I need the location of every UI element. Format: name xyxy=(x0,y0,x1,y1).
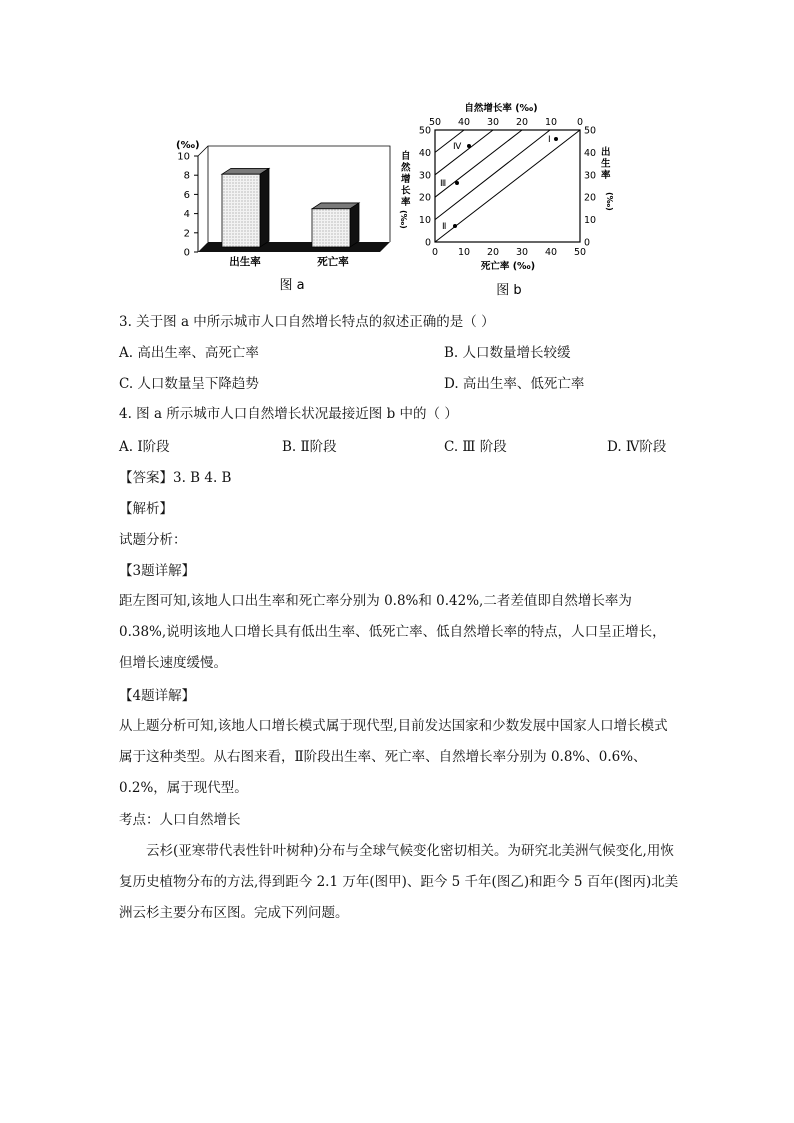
q3-option-b: B. 人口数量增长较缓 xyxy=(444,345,571,361)
figure-b-bottom-tick: 10 xyxy=(457,247,471,258)
analysis-heading: 【解析】 xyxy=(119,501,173,517)
q3-option-d: D. 高出生率、低死亡率 xyxy=(444,376,585,392)
figure-a-bar-side xyxy=(350,203,359,247)
q4-option-c: C. Ⅲ 阶段 xyxy=(444,439,507,455)
q4-option-d: D. Ⅳ阶段 xyxy=(607,439,667,455)
figure-b-caption: 图 b xyxy=(496,283,522,298)
q4-stem: 4. 图 a 所示城市人口自然增长状况最接近图 b 中的（ ） xyxy=(119,406,458,422)
figure-a-bar-chart xyxy=(160,134,400,299)
figure-a-ytick: 4 xyxy=(183,209,190,221)
analysis-subheading: 试题分析： xyxy=(119,532,187,548)
figure-b-left-tick: 20 xyxy=(418,192,431,204)
answer-line: 【答案】3. B 4. B xyxy=(119,470,232,486)
figure-a-ytick: 10 xyxy=(177,151,190,163)
q4-detail-heading: 【4题详解】 xyxy=(119,688,196,704)
figure-b-right-tick: 50 xyxy=(584,125,597,137)
figure-b-left-tick: 30 xyxy=(418,170,431,182)
figure-b-top-tick: 50 xyxy=(428,117,442,128)
figure-a-ytick: 2 xyxy=(183,228,190,240)
figure-b-bottom-label: 死亡率 (‰) xyxy=(480,261,536,272)
figure-a-unit: (‰) xyxy=(176,140,200,151)
figure-a-bar-side xyxy=(260,168,269,247)
figure-b-bottom-tick: 40 xyxy=(544,247,558,258)
figure-b-right-tick: 10 xyxy=(584,215,597,227)
figure-b-left-tick: 0 xyxy=(424,237,431,249)
figure-b-diagram xyxy=(398,97,620,303)
intro-paragraph: 云杉(亚寒带代表性针叶树种)分布与全球气候变化密切相关。为研究北美洲气候变化,用恢复历史植物分布的方法,得到距今 2.1 万年(图甲)、距今 5 千年(图乙)和距今 5 百年(图丙)北美洲云杉主要分布区图。完成下列问题。 xyxy=(119,843,679,921)
stage-III-label: Ⅲ xyxy=(440,179,447,189)
q4-option-a: A. Ⅰ阶段 xyxy=(119,439,170,455)
figure-a-caption: 图 a xyxy=(279,278,305,293)
figure-b-right-label: 出生率 xyxy=(601,147,611,181)
figure-b-right-tick: 20 xyxy=(584,192,597,204)
q3-detail-text: 距左图可知,该地人口出生率和死亡率分别为 0.8%和 0.42%,二者差值即自然增长率为 0.38%,说明该地人口增长具有低出生率、低死亡率、低自然增长率的特点，人口呈正增长，但增长速度缓慢。 xyxy=(119,593,666,671)
figure-b-right-tick: 30 xyxy=(584,170,597,182)
figure-b-left-unit: (‰) xyxy=(399,210,408,229)
figure-b-top-tick: 10 xyxy=(544,117,558,128)
figure-a-ytick: 0 xyxy=(183,247,190,259)
figure-b-top-tick: 20 xyxy=(515,117,529,128)
figure-b-bottom-tick: 50 xyxy=(573,247,587,258)
figure-a-ytick: 6 xyxy=(183,189,190,201)
stage-II-label: Ⅱ xyxy=(442,222,447,232)
q3-stem: 3. 关于图 a 中所示城市人口自然增长特点的叙述正确的是（ ） xyxy=(119,314,495,330)
stage-I-label: Ⅰ xyxy=(548,135,551,145)
figure-b-bottom-tick: 30 xyxy=(515,247,529,258)
figure-b-right-unit: (‰) xyxy=(605,192,614,211)
figure-a-bar xyxy=(312,209,350,247)
figure-a-bar xyxy=(222,174,260,247)
figure-a-ytick: 8 xyxy=(183,170,190,182)
kaodian-line: 考点：人口自然增长 xyxy=(119,812,241,828)
figure-b-left-tick: 40 xyxy=(418,147,431,159)
figure-a-bar-label-death: 死亡率 xyxy=(317,256,349,268)
figure-b-bottom-tick: 0 xyxy=(431,247,439,258)
q4-option-b: B. Ⅱ阶段 xyxy=(282,439,337,455)
stage-IV-label: Ⅳ xyxy=(453,142,462,152)
q4-detail-text: 从上题分析可知,该地人口增长模式属于现代型,目前发达国家和少数发展中国家人口增长模式属于这种类型。从右图来看，Ⅱ阶段出生率、死亡率、自然增长率分别为 0.8%、0.6%、0.2%，属于现代型。 xyxy=(119,718,668,796)
figure-b-right-tick: 0 xyxy=(584,237,591,249)
q3-detail-heading: 【3题详解】 xyxy=(119,563,196,579)
figure-b-top-title: 自然增长率 (‰) xyxy=(464,103,538,114)
figure-b-top-tick: 0 xyxy=(576,117,584,128)
figure-b-top-tick: 40 xyxy=(457,117,471,128)
figure-b-left-tick: 10 xyxy=(418,215,431,227)
figure-b-left-label: 自然增长率 xyxy=(401,151,411,208)
figure-b-left-tick: 50 xyxy=(418,125,431,137)
figure-a-bar-label-birth: 出生率 xyxy=(229,256,261,268)
figure-b-bottom-tick: 20 xyxy=(486,247,500,258)
figure-b-top-tick: 30 xyxy=(486,117,500,128)
figure-b-right-tick: 40 xyxy=(584,147,597,159)
q3-option-a: A. 高出生率、高死亡率 xyxy=(119,345,259,361)
q3-option-c: C. 人口数量呈下降趋势 xyxy=(119,376,259,392)
